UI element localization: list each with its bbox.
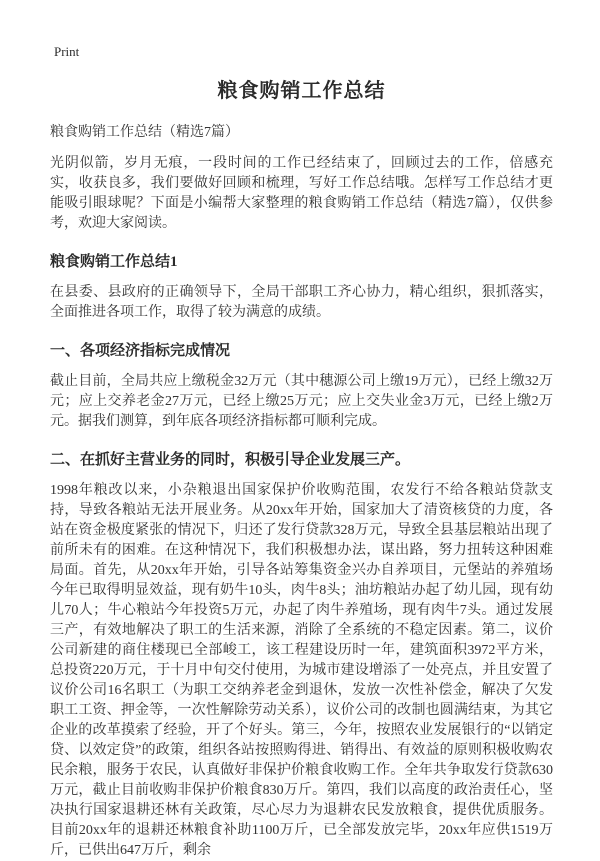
page-title: 粮食购销工作总结	[217, 80, 386, 102]
subheading-economic-indicators: 一、各项经济指标完成情况	[50, 343, 231, 359]
economic-indicators-paragraph: 截止目前，全局共应上缴税金32万元（其中穗源公司上缴19万元），已经上缴32万元；应上交养老金27万元，已经上缴25万元；应上交失业金3万元，已经上缴2万元。据我们测算，到年底各项经济指标都可顺利完成。	[50, 374, 553, 429]
section-heading-1: 粮食购销工作总结1	[50, 254, 178, 270]
subheading-main-business: 二、在抓好主营业务的同时，积极引导企业发展三产。	[50, 452, 411, 468]
section1-opening-paragraph: 在县委、县政府的正确领导下，全局干部职工齐心协力，精心组织，狠抓落实，全面推进各项工作，取得了较为满意的成绩。	[50, 285, 553, 320]
intro-paragraph: 光阴似箭，岁月无痕，一段时间的工作已经结束了，回顾过去的工作，倍感充实，收获良多，我们要做好回顾和梳理，写好工作总结哦。怎样写工作总结才更能吸引眼球呢？下面是小编帮大家整理的粮食购销工作总结（精选7篇），仅供参考，欢迎大家阅读。	[50, 156, 553, 231]
main-business-paragraph: 1998年粮改以来，小杂粮退出国家保护价收购范围，农发行不给各粮站贷款支持，导致各粮站无法开展业务。从20xx年开始，国家加大了清资核贷的力度，各站在资金极度紧张的情况下，归还了发行贷款328万元，导致全县基层粮站出现了前所未有的困难。在这种情况下，我们积极想办法，谋出路，努力扭转这种困难局面。首先，从20xx年开始，引导各站筹集资金兴办自养项目，元堡站的养殖场今年已取得明显效益，现有奶牛10头，肉牛8头；油坊粮站办起了幼儿园，现有幼儿70人；牛心粮站今年投资5万元，办起了肉牛养殖场，现有肉牛7头。通过发展三产，有效地解决了职工的生活来源，消除了全系统的不稳定因素。第二，议价公司新建的商住楼现已全部峻工，该工程建设历时一年，建筑面积3972平方米，总投资220万元，于十月中旬交付使用，为城市建设增添了一处亮点，并且安置了议价公司16名职工（为职工交纳养老金到退休，发放一次性补偿金，解决了欠发职工工资、押金等，一次性解除劳动关系），议价公司的改制也圆满结束，为其它企业的改革摸索了经验，开了个好头。第三，今年，按照农业发展银行的“以销定贷、以效定贷”的政策，组织各站按照购得进、销得出、有效益的原则积极收购农民余粮，服务于农民，认真做好非保护价粮食收购工作。全年共争取发行贷款630万元，截止目前收购非保护价粮食830万斤。第四，我们以高度的政治责任心，坚决执行国家退耕还林有关政策，尽心尽力为退耕农民发放粮食，提供优质服务。目前20xx年的退耕还林粮食补助1100万斤，已全部发放完毕，20xx年应供1519万斤，已供出647万斤，剩余	[50, 483, 553, 858]
document-subtitle: 粮食购销工作总结（精选7篇）	[50, 125, 239, 140]
print-link[interactable]: Print	[54, 44, 80, 59]
